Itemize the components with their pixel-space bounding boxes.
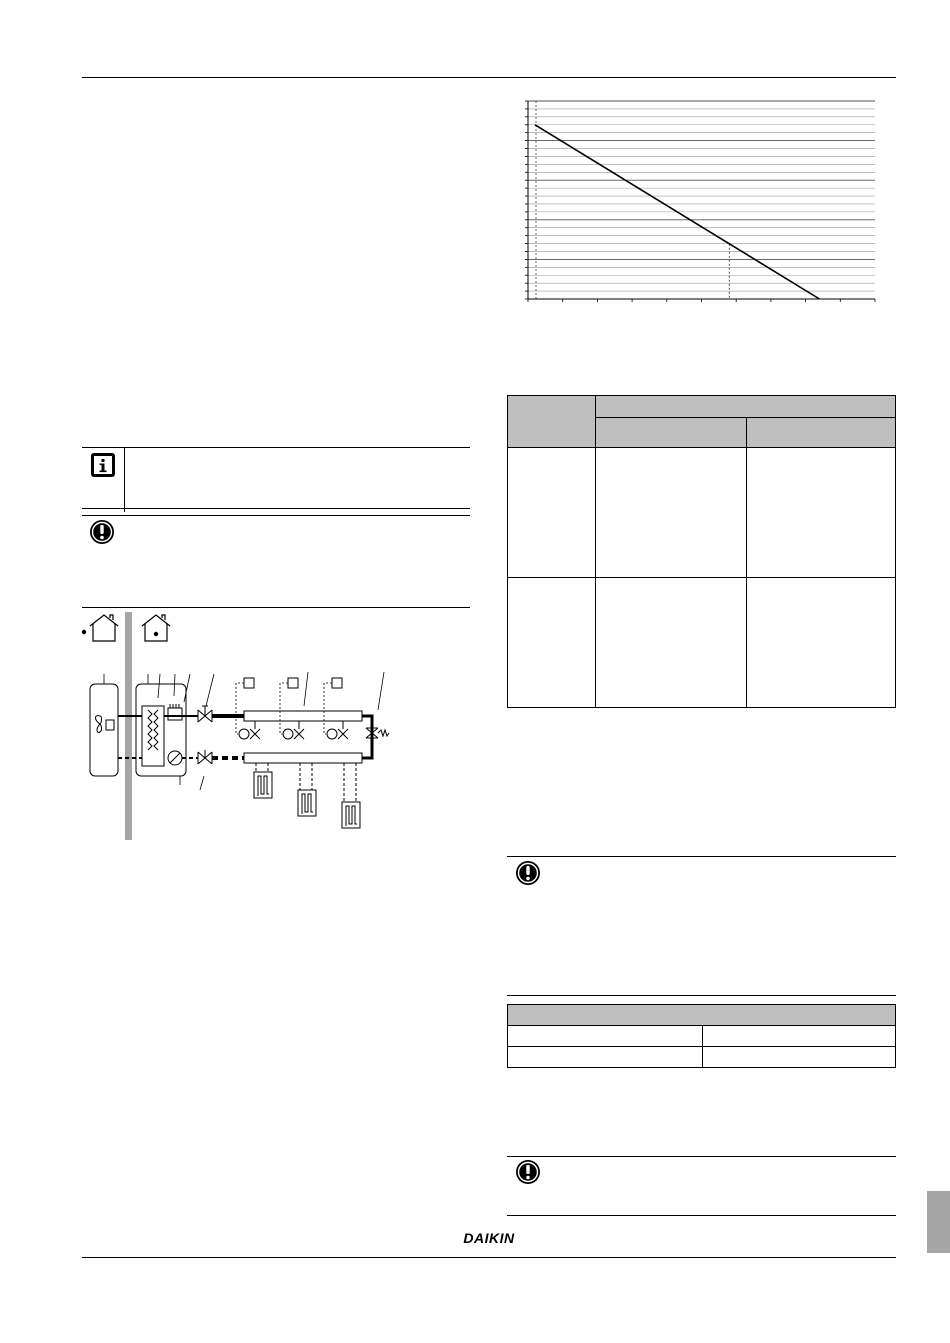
small-table-cell bbox=[703, 1047, 896, 1068]
warning-notice-top-rule bbox=[82, 515, 470, 516]
wall bbox=[125, 612, 132, 840]
table-row-label bbox=[508, 578, 596, 708]
small-table-cell bbox=[508, 1047, 703, 1068]
house-indoor-icon bbox=[142, 615, 170, 641]
warning-notice-bottom-rule bbox=[82, 607, 470, 608]
table-cell bbox=[596, 578, 747, 708]
fan-icon bbox=[96, 716, 115, 733]
table-header-corner bbox=[508, 396, 596, 448]
info-notice-divider bbox=[124, 447, 125, 512]
line-chart bbox=[520, 95, 880, 310]
heat-exchanger-icon bbox=[142, 706, 164, 766]
valve-icon bbox=[198, 706, 212, 764]
info-notice-top-rule bbox=[82, 447, 470, 448]
info-notice-bottom-rule bbox=[82, 508, 470, 509]
installation-diagram bbox=[78, 610, 408, 842]
house-outdoor-icon bbox=[90, 615, 118, 641]
table-cell bbox=[596, 448, 747, 578]
table-header-col-2 bbox=[747, 418, 896, 448]
table-header-col-1 bbox=[596, 418, 747, 448]
footer-rule bbox=[82, 1257, 896, 1258]
small-table-header bbox=[508, 1005, 896, 1026]
warning-notice-bottom-rule bbox=[507, 995, 896, 996]
warning-icon bbox=[515, 860, 541, 886]
table-cell bbox=[747, 448, 896, 578]
warning-notice-top-rule bbox=[507, 856, 896, 857]
table-row-label bbox=[508, 448, 596, 578]
warning-notice-bottom-rule bbox=[507, 1215, 896, 1216]
small-table-cell bbox=[508, 1026, 703, 1047]
small-table-cell bbox=[703, 1026, 896, 1047]
info-icon bbox=[90, 452, 116, 478]
header-rule bbox=[82, 77, 896, 78]
daikin-logo: DAIKIN bbox=[463, 1230, 515, 1246]
pump-icon bbox=[168, 751, 182, 765]
warning-notice-top-rule bbox=[507, 1156, 896, 1157]
warning-icon bbox=[89, 519, 115, 545]
table-header-group bbox=[596, 396, 896, 418]
table-cell bbox=[747, 578, 896, 708]
warning-icon bbox=[515, 1159, 541, 1185]
section-tab-marker bbox=[927, 1191, 950, 1253]
spec-table bbox=[507, 395, 896, 708]
small-table bbox=[507, 1004, 896, 1068]
